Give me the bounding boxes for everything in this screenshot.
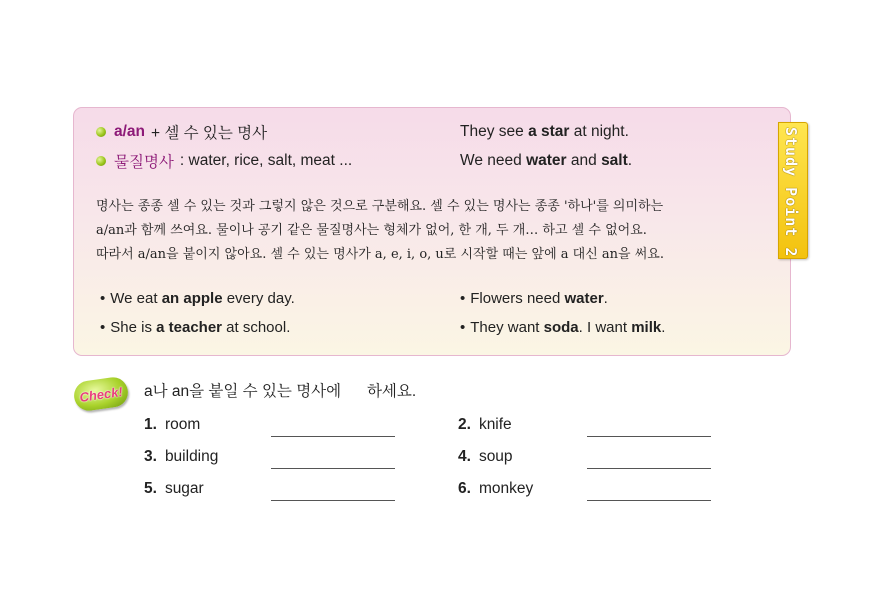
item-word: monkey bbox=[478, 480, 534, 497]
exercise-item-5 bbox=[144, 478, 204, 500]
study-point-panel bbox=[73, 107, 791, 356]
study-point-tab bbox=[778, 122, 808, 259]
answer-blank[interactable] bbox=[271, 500, 395, 501]
item-number: 2. bbox=[458, 416, 471, 433]
item-word: room bbox=[164, 416, 201, 433]
check-badge bbox=[72, 375, 130, 412]
explanation-line: 명사는 종종 셀 수 있는 것과 그렇지 않은 것으로 구분해요. 셀 수 있는 명사는 종종 '하나'를 의미하는 bbox=[96, 199, 664, 214]
example-text: She is a teacher at school. bbox=[110, 318, 291, 336]
explanation-line: 따라서 a/an을 붙이지 않아요. 셀 수 있는 명사가 a, e, i, o, u로 시작할 때는 앞에 a 대신 an을 써요. bbox=[96, 247, 664, 262]
exercise-item-1 bbox=[144, 414, 200, 436]
rule-description: + 셀 수 있는 명사 bbox=[151, 125, 268, 142]
item-number: 4. bbox=[458, 448, 471, 465]
answer-blank[interactable] bbox=[271, 468, 395, 469]
study-point-label: Study Point 2 bbox=[782, 127, 800, 258]
answer-blank[interactable] bbox=[587, 468, 711, 469]
exercise-item-3 bbox=[144, 446, 218, 468]
bullet: • bbox=[460, 318, 466, 336]
rule-example: We need water and salt . bbox=[460, 152, 633, 169]
explanation-text bbox=[96, 195, 776, 267]
check-instruction: a나 an을 붙일 수 있는 명사에 하세요. bbox=[144, 383, 417, 400]
check-badge-label: Check! bbox=[78, 383, 124, 405]
bullet: • bbox=[460, 289, 466, 307]
item-word: knife bbox=[478, 416, 512, 433]
answer-blank[interactable] bbox=[271, 436, 395, 437]
answer-blank[interactable] bbox=[587, 500, 711, 501]
rule-example: They see a star at night. bbox=[460, 123, 629, 140]
rule-term: 물질명사 bbox=[114, 154, 174, 171]
bullet: • bbox=[100, 289, 106, 307]
item-number: 6. bbox=[458, 480, 471, 497]
example-sentence bbox=[460, 287, 608, 309]
item-number: 1. bbox=[144, 416, 157, 433]
bullet-dot-icon bbox=[96, 127, 106, 137]
item-word: sugar bbox=[164, 480, 204, 497]
item-word: building bbox=[164, 448, 219, 465]
bullet-dot-icon bbox=[96, 156, 106, 166]
explanation-line: a/an과 함께 쓰여요. 물이나 공기 같은 물질명사는 형체가 없어, 한 개, 두 개… 하고 셀 수 없어요. bbox=[96, 223, 647, 238]
item-number: 5. bbox=[144, 480, 157, 497]
rule-term: a/an bbox=[114, 123, 146, 140]
rule-description: : water, rice, salt, meat ... bbox=[179, 152, 353, 169]
example-sentence bbox=[460, 316, 665, 338]
example-text: They want soda. I want milk. bbox=[470, 318, 666, 336]
bullet: • bbox=[100, 318, 106, 336]
exercise-item-4 bbox=[458, 446, 513, 468]
exercise-item-2 bbox=[458, 414, 512, 436]
rule-mass-noun bbox=[96, 150, 352, 172]
example-sentence bbox=[100, 287, 295, 309]
example-text: We eat an apple every day. bbox=[110, 289, 295, 307]
example-sentence bbox=[100, 316, 290, 338]
answer-blank[interactable] bbox=[587, 436, 711, 437]
item-number: 3. bbox=[144, 448, 157, 465]
item-word: soup bbox=[478, 448, 513, 465]
rule-a-an bbox=[96, 121, 267, 143]
exercise-item-6 bbox=[458, 478, 533, 500]
example-text: Flowers need water. bbox=[470, 289, 608, 307]
